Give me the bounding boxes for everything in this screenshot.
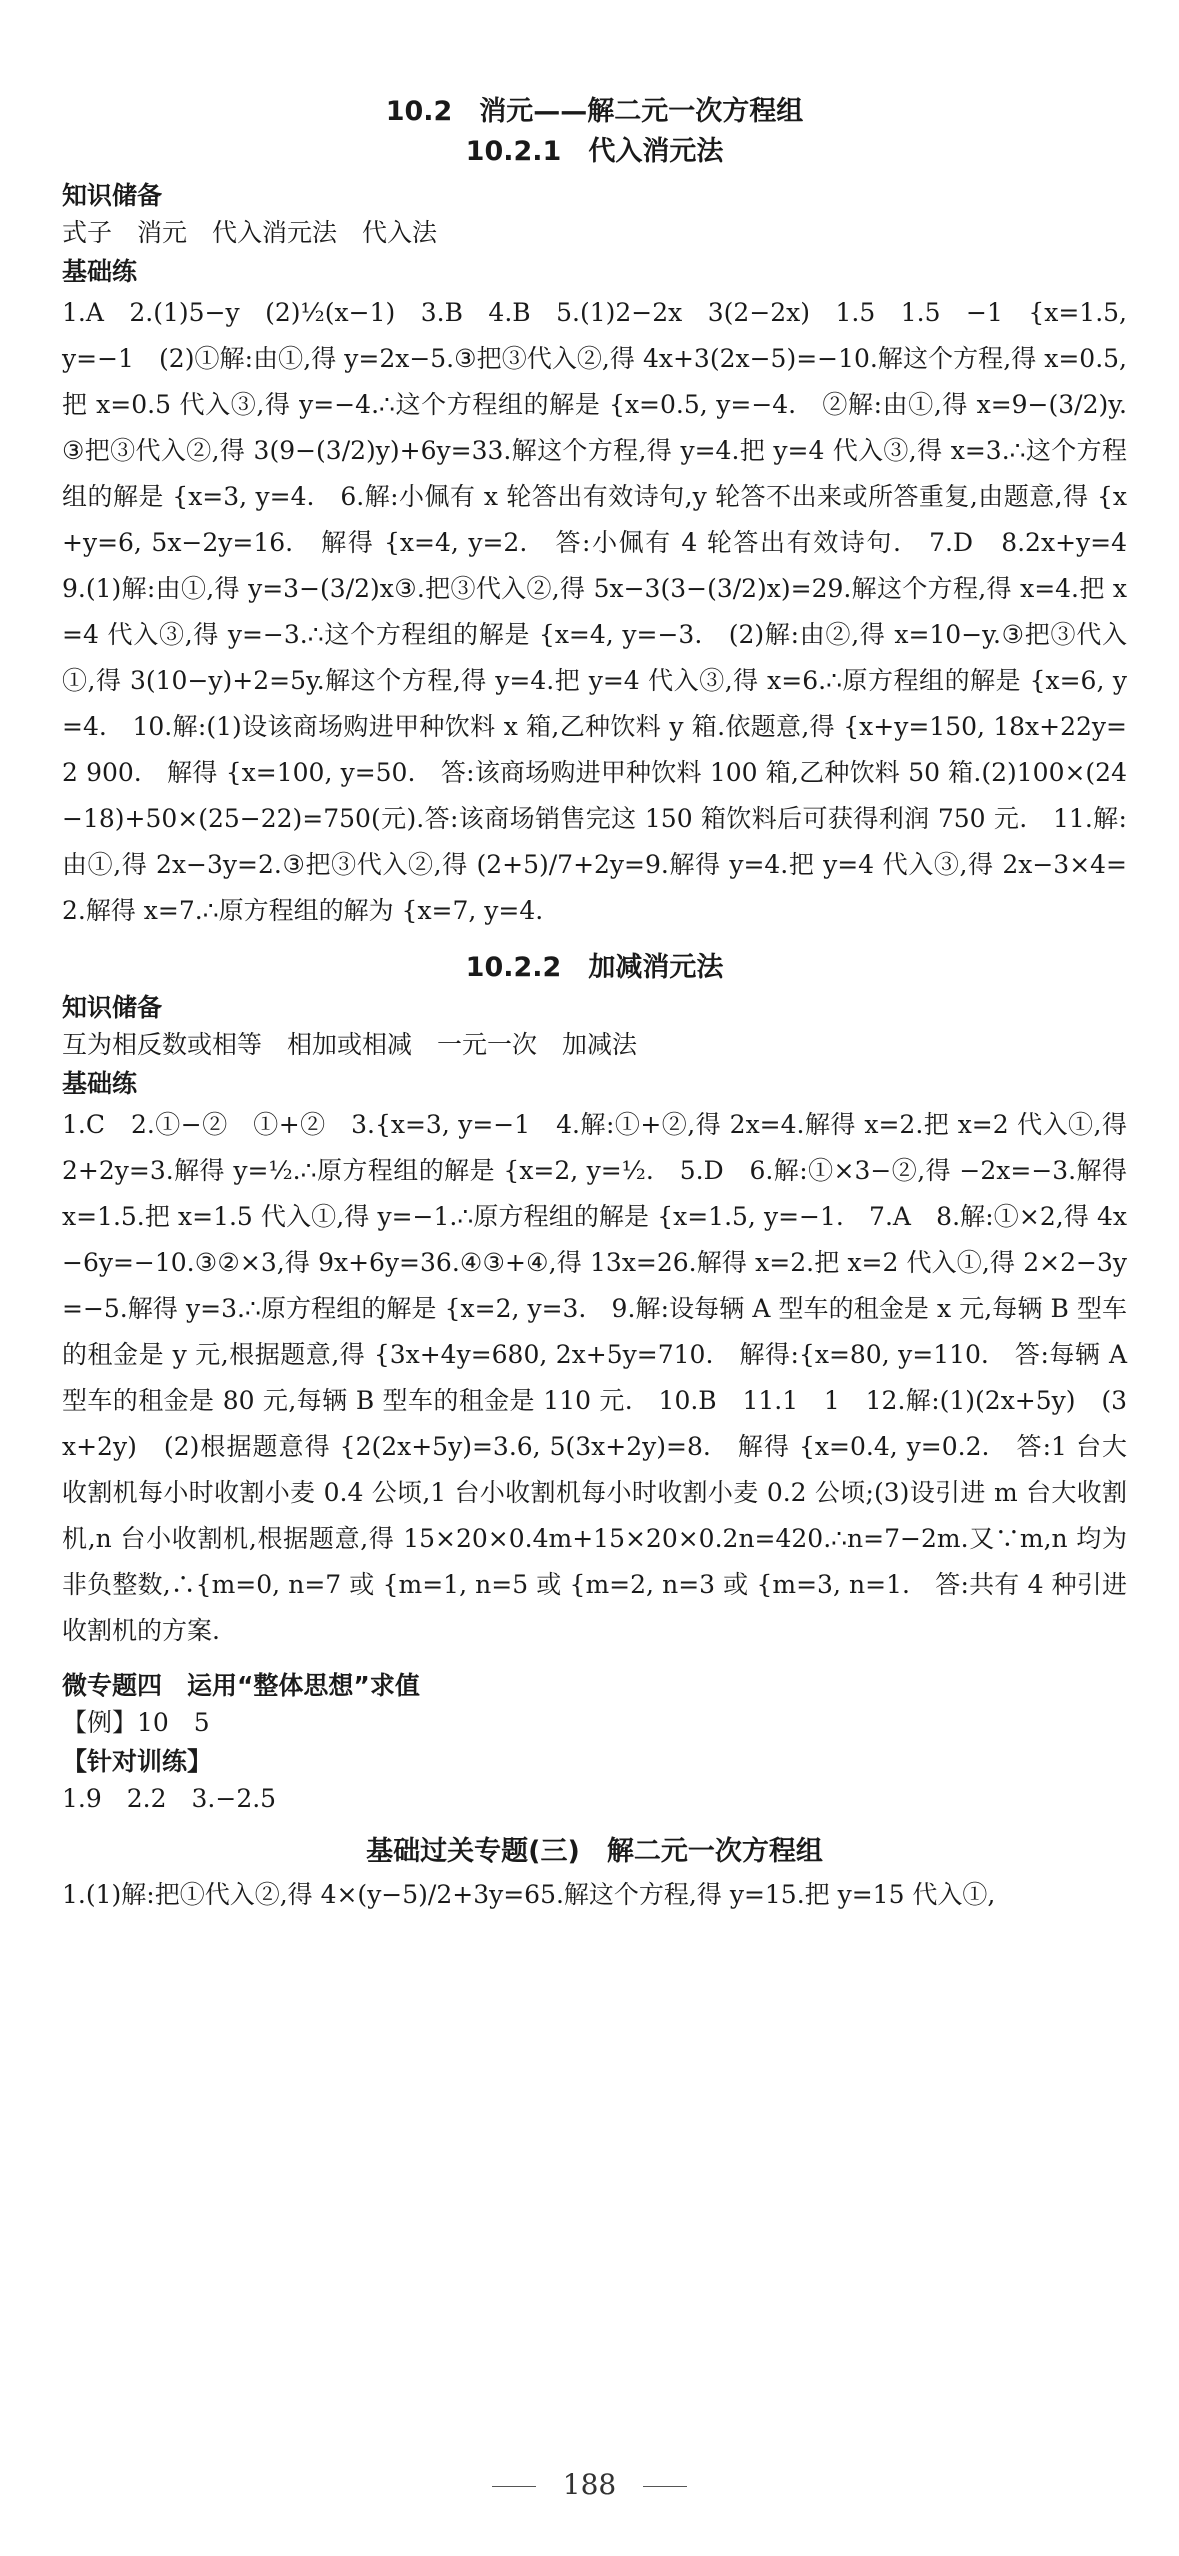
special-topic-3-title: 基础过关专题(三) 解二元一次方程组 (366, 1836, 823, 1867)
subsection-title-10-2-2: 10.2.2 加减消元法 (465, 952, 724, 983)
answer-page (62, 92, 1153, 1918)
basic-practice-answers: 1.A 2.(1)5−y (2)½(x−1) 3.B 4.B 5.(1)2−2x 3(2−2x) 1.5 1.5 −1 {x=1.5, y=−1 (2)①解:由①,得 y=2x−5.③把③代入②,得 4x+3(2x−5)=−10.解这个方程,得 x=0.5,把 x=0.5 代入③,得 y=−4.∴这个方程组的解是 {x=0.5, y=−4. ②解:由①,得 x=9−(3/2)y.③把③代入②,得 3(9−(3/2)y)+6y=33.解这个方程,得 y=4.把 y=4 代入③,得 x=3.∴这个方程组的解是 {x=3, y=4. 6.解:小佩有 x 轮答出有效诗句,y 轮答不出来或所答重复,由题意,得 {x+y=6, 5x−2y=16. 解得 {x=4, y=2. 答:小佩有 4 轮答出有效诗句. 7.D 8.2x+y=4 9.(1)解:由①,得 y=3−(3/2)x③.把③代入②,得 5x−3(3−(3/2)x)=29.解这个方程,得 x=4.把 x=4 代入③,得 y=−3.∴这个方程组的解是 {x=4, y=−3. (2)解:由②,得 x=10−y.③把③代入①,得 3(10−y)+2=5y.解这个方程,得 y=4.把 y=4 代入③,得 x=6.∴原方程组的解是 {x=6, y=4. 10.解:(1)设该商场购进甲种饮料 x 箱,乙种饮料 y 箱.依题意,得 {x+y=150, 18x+22y=2 900. 解得 {x=100, y=50. 答:该商场购进甲种饮料 100 箱,乙种饮料 50 箱.(2)100×(24−18)+50×(25−22)=750(元).答:该商场销售完这 150 箱饮料后可获得利润 750 元. 11.解:由①,得 2x−3y=2.③把③代入②,得 (2+5)/7+2y=9.解得 y=4.把 y=4 代入③,得 2x−3×4=2.解得 x=7.∴原方程组的解为 {x=7, y=4. (62, 298, 1153, 925)
footer-dash-left (492, 2486, 536, 2487)
section-title-10-2: 10.2 消元——解二元一次方程组 (385, 96, 804, 127)
subsection-title-10-2-1: 10.2.1 代入消元法 (465, 136, 724, 167)
page-number: 188 (562, 2468, 617, 2501)
knowledge-label: 知识储备 (62, 993, 163, 1022)
footer-dash-right (643, 2486, 687, 2487)
training-label: 【针对训练】 (62, 1747, 213, 1776)
basic-practice-answers: 1.C 2.①−② ①+② 3.{x=3, y=−1 4.解:①+②,得 2x=4.解得 x=2.把 x=2 代入①,得 2+2y=3.解得 y=½.∴原方程组的解是 {x=2, y=½. 5.D 6.解:①×3−②,得 −2x=−3.解得 x=1.5.把 x=1.5 代入①,得 y=−1.∴原方程组的解是 {x=1.5, y=−1. 7.A 8.解:①×2,得 4x−6y=−10.③②×3,得 9x+6y=36.④③+④,得 13x=26.解得 x=2.把 x=2 代入①,得 2×2−3y=−5.解得 y=3.∴原方程组的解是 {x=2, y=3. 9.解:设每辆 A 型车的租金是 x 元,每辆 B 型车的租金是 y 元,根据题意,得 {3x+4y=680, 2x+5y=710. 解得:{x=80, y=110. 答:每辆 A 型车的租金是 80 元,每辆 B 型车的租金是 110 元. 10.B 11.1 1 12.解:(1)(2x+5y) (3x+2y) (2)根据题意得 {2(2x+5y)=3.6, 5(3x+2y)=8. 解得 {x=0.4, y=0.2. 答:1 台大收割机每小时收割小麦 0.4 公顷,1 台小收割机每小时收割小麦 0.2 公顷;(3)设引进 m 台大收割机,n 台小收割机,根据题意,得 15×20×0.4m+15×20×0.2n=420.∴n=7−2m.又∵m,n 均为非负整数,∴{m=0, n=7 或 {m=1, n=5 或 {m=2, n=3 或 {m=3, n=1. 答:共有 4 种引进收割机的方案. (62, 1110, 1127, 1645)
knowledge-label: 知识储备 (62, 181, 163, 210)
knowledge-answers: 互为相反数或相等 相加或相减 一元一次 加减法 (62, 1030, 638, 1059)
basic-practice-label: 基础练 (62, 257, 138, 286)
knowledge-answers: 式子 消元 代入消元法 代入法 (62, 218, 438, 247)
page-footer (0, 2468, 1179, 2501)
special-topic-4-title: 微专题四 运用“整体思想”求值 (62, 1671, 420, 1700)
example-answer: 【例】10 5 (62, 1708, 210, 1737)
basic-practice-label: 基础练 (62, 1069, 138, 1098)
special-topic-3-answers: 1.(1)解:把①代入②,得 4×(y−5)/2+3y=65.解这个方程,得 y=15.把 y=15 代入①, (62, 1880, 996, 1909)
training-answers: 1.9 2.2 3.−2.5 (62, 1784, 277, 1813)
